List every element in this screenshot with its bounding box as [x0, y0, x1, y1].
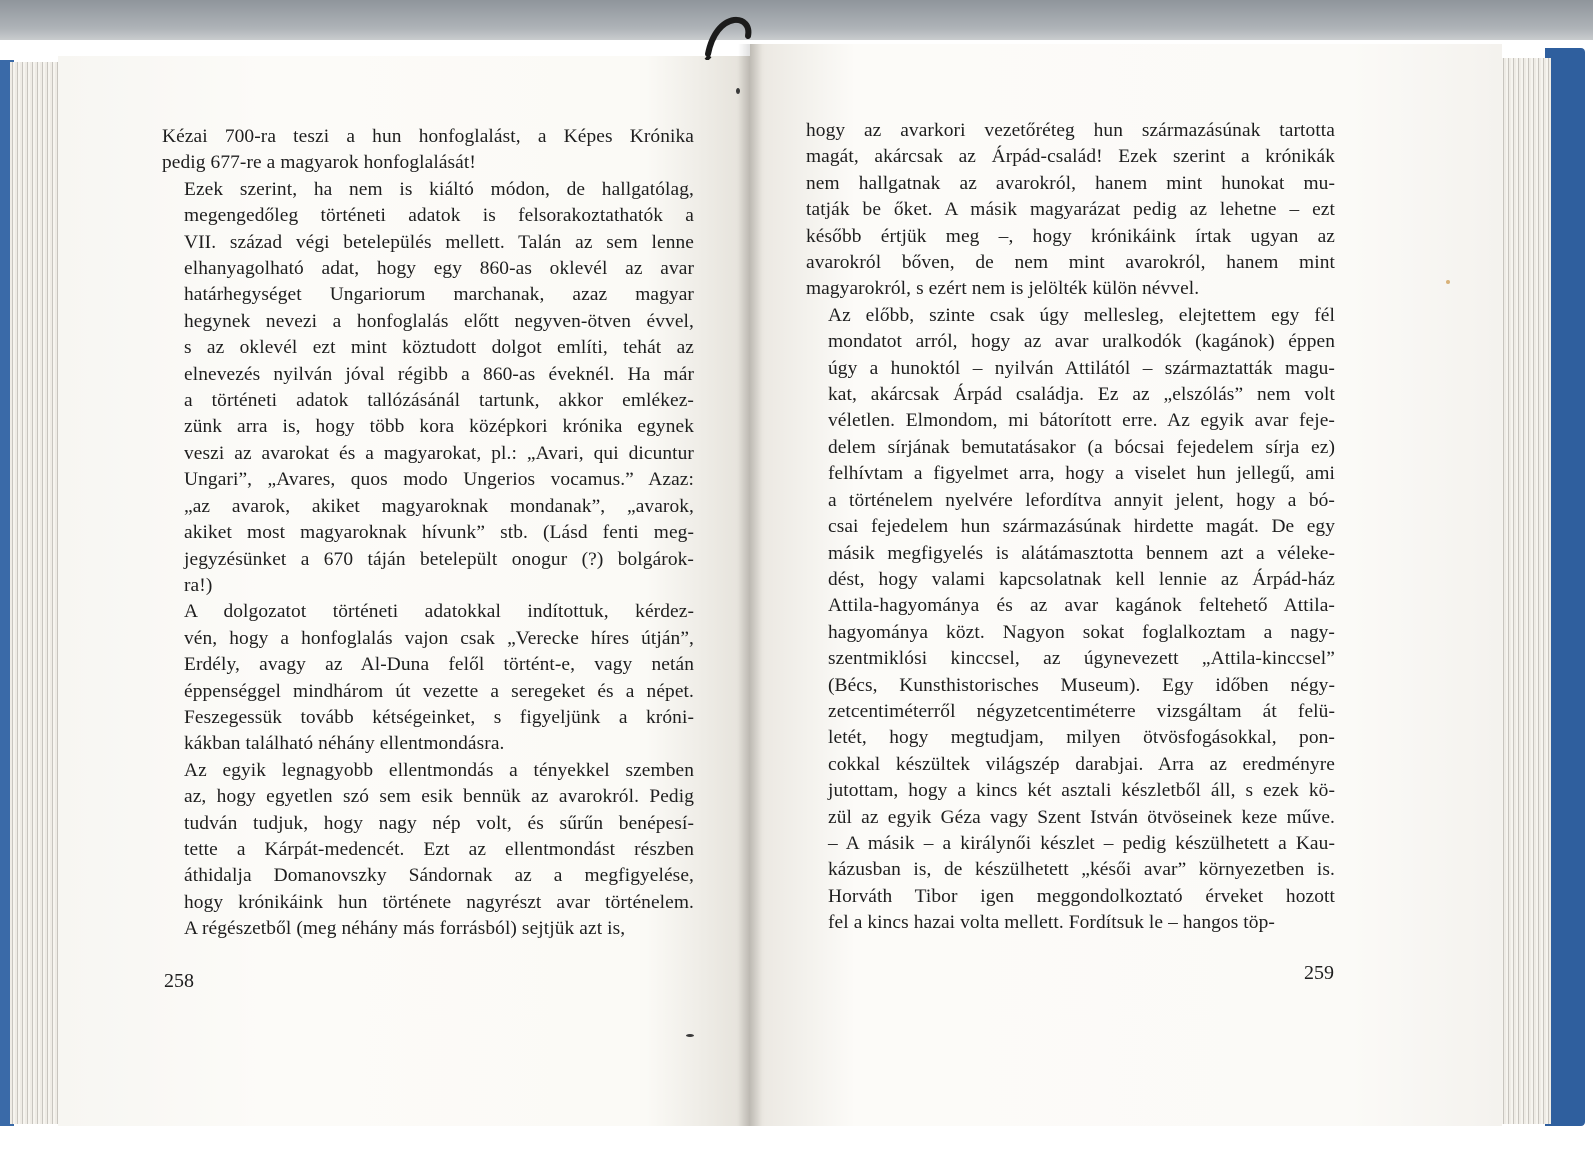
paragraph: [162, 758, 694, 943]
text-line: Ungari”, „Avares, quos modo Ungerios vocamus.” Azaz:: [184, 469, 694, 491]
text-line: kázusban is, de készülhetett „késői avar” környezetben is.: [828, 859, 1335, 881]
text-line: cokkal készültek világszép darabjai. Arra az eredményre: [828, 753, 1335, 775]
text-line: Ezek szerint, ha nem is kiáltó módon, de hallgatólag,: [184, 178, 694, 200]
page-number-left: 258: [164, 970, 194, 992]
text-line: Az egyik legnagyobb ellentmondás a tényekkel szemben: [184, 759, 694, 781]
paragraph: [806, 118, 1335, 303]
text-line: a történeti adatok tallózásánál tartunk, akkor emlékez-: [184, 390, 694, 412]
text-line: hegynek nevezi a honfoglalás előtt negyven-ötven évvel,: [184, 310, 694, 332]
text-line: tudván tudjuk, hogy nagy nép volt, és sűrűn benépesí-: [184, 812, 694, 834]
paper-speck: [686, 1034, 694, 1037]
text-line: Kézai 700-ra teszi a hun honfoglalást, a Képes Krónika: [162, 126, 694, 147]
text-line: elhanyagolható adat, hogy egy 860-as oklevél az avar: [184, 258, 694, 280]
text-line: zünk arra is, hogy több kora középkori krónika egynek: [184, 416, 694, 438]
text-line: s az oklevél ezt mint köztudott dolgot említi, tehát az: [184, 337, 694, 359]
text-line: csai fejedelem hun származásúnak hirdette magát. De egy: [828, 516, 1335, 538]
text-line: Az előbb, szinte csak úgy mellesleg, elejtettem egy fél: [828, 304, 1335, 326]
text-line: a történelem nyelvére lefordítva annyit jelent, hogy a bó-: [828, 489, 1335, 511]
text-line: másik megfigyelés is alátámasztotta bennem azt a véleke-: [828, 542, 1335, 564]
paper-speck: [1446, 280, 1450, 284]
text-line: A régészetből (meg néhány más forrásból) sejtjük azt is,: [184, 918, 626, 940]
text-line: kat, akárcsak Árpád családja. Ez az „elszólás” nem volt: [828, 384, 1335, 406]
text-line: jutottam, hogy a kincs két asztali készletből áll, s ezek kö-: [828, 780, 1335, 802]
text-line: megengedőleg történeti adatok is felsorakoztathatók a: [184, 205, 694, 227]
text-line: delem sírjának bemutatásakor (a bócsai fejedelem sírja ez): [828, 436, 1335, 458]
text-line: „az avarok, akiket magyaroknak mondanak”, „avarok,: [184, 495, 694, 517]
text-line: később értjük meg –, hogy krónikáink írtak ugyan az: [806, 225, 1335, 247]
page-edges-right: [1500, 58, 1551, 1124]
text-line: dést, hogy valami kapcsolatnak kell lennie az Árpád-ház: [828, 568, 1335, 590]
text-line: felhívtam a figyelmet arra, hogy a viselet hun jellegű, ami: [828, 463, 1335, 485]
text-line: áthidalja Domanovszky Sándornak az a megfigyelése,: [184, 865, 694, 887]
text-line: tette a Kárpát-medencét. Ezt az ellentmondást részben: [184, 838, 694, 860]
text-line: veszi az avarokat és a magyarokat, pl.: „Avari, qui dicuntur: [184, 442, 694, 464]
paragraph: [162, 124, 694, 177]
text-line: elnevezés nyilván jóval régibb a 860-as éveknél. Ha már: [184, 363, 694, 385]
text-line: VII. század végi betelepülés mellett. Talán az sem lenne: [184, 231, 694, 253]
text-line: határhegységet Ungariorum marchanak, azaz magyar: [184, 284, 694, 306]
text-line: zetcentiméterről négyzetcentiméterre vizsgáltam át felü-: [828, 700, 1335, 722]
page-edges-left: [10, 62, 59, 1124]
text-line: pedig 677-re a magyarok honfoglalását!: [162, 152, 476, 174]
text-line: Horváth Tibor igen meggondolkoztató érveket hozott: [828, 885, 1335, 907]
text-line: nem hallgatnak az avarokról, hanem mint hunokat mu-: [806, 172, 1335, 194]
text-line: tatják be őket. A másik magyarázat pedig az lehetne – ezt: [806, 199, 1335, 221]
text-line: mondatot arról, hogy az avar uralkodók (kagánok) éppen: [828, 331, 1335, 353]
text-line: Attila-hagyománya és az avar kagánok feltehető Attila-: [828, 595, 1335, 617]
text-line: ra!): [184, 574, 213, 596]
paragraph: [806, 303, 1335, 937]
text-line: avarokról bőven, de nem mint avarokról, hanem mint: [806, 252, 1335, 274]
text-line: szentmiklósi kinccsel, az úgynevezett „Attila-kinccsel”: [828, 648, 1335, 670]
text-line: jegyzésünket a 670 táján betelepült onogur (?) bolgárok-: [184, 548, 694, 570]
page-number-right: 259: [1304, 962, 1334, 984]
text-line: zül az egyik Géza vagy Szent István ötvöseinek keze műve.: [828, 806, 1335, 828]
paragraph: [162, 599, 694, 757]
paper-speck: [736, 88, 740, 94]
text-line: akiket most magyaroknak hívunk” stb. (Lásd fenti meg-: [184, 522, 694, 544]
text-line: véletlen. Elmondom, mi bátorított erre. Az egyik avar feje-: [828, 410, 1335, 432]
text-line: Feszegessük tovább kétségeinket, s figyeljünk a króni-: [184, 706, 694, 728]
bookmark-ribbon-icon: [704, 14, 756, 60]
text-line: (Bécs, Kunsthistorisches Museum). Egy időben négy-: [828, 674, 1335, 696]
book-cover-right: [1545, 48, 1585, 1126]
text-line: úgy a hunoktól – nyilván Attilától – származtatták magu-: [828, 357, 1335, 379]
paragraph: [162, 177, 694, 600]
text-line: – A másik – a királynői készlet – pedig készülhetett a Kau-: [828, 832, 1335, 854]
text-line: magyarokról, s ezért nem is jelölték külön névvel.: [806, 278, 1200, 300]
text-line: letét, hogy megtudjam, milyen ötvösfogásokkal, pon-: [828, 727, 1335, 749]
text-line: vén, hogy a honfoglalás vajon csak „Verecke híres útján”,: [184, 627, 694, 649]
text-line: kákban található néhány ellentmondásra.: [184, 733, 505, 755]
text-line: hogy krónikáink hun története nagyrészt avar történelem.: [184, 891, 694, 913]
text-line: az, hogy egyetlen szó sem esik bennük az avarokról. Pedig: [184, 786, 694, 808]
text-line: éppenséggel mindhárom út vezette a seregeket és a népet.: [184, 680, 694, 702]
right-page-text: [806, 118, 1335, 937]
text-line: A dolgozatot történeti adatokkal indítottuk, kérdez-: [184, 601, 694, 623]
text-line: hagyománya közt. Nagyon sokat foglalkoztam a nagy-: [828, 621, 1335, 643]
text-line: Erdély, avagy az Al-Duna felől történt-e, vagy netán: [184, 654, 694, 676]
gutter-shadow: [738, 44, 762, 1126]
text-line: fel a kincs hazai volta mellett. Fordítsuk le – hangos töp-: [828, 912, 1275, 934]
text-line: hogy az avarkori vezetőréteg hun származásúnak tartotta: [806, 120, 1335, 141]
text-line: magát, akárcsak az Árpád-család! Ezek szerint a krónikák: [806, 146, 1335, 168]
left-page-text: [162, 124, 694, 943]
